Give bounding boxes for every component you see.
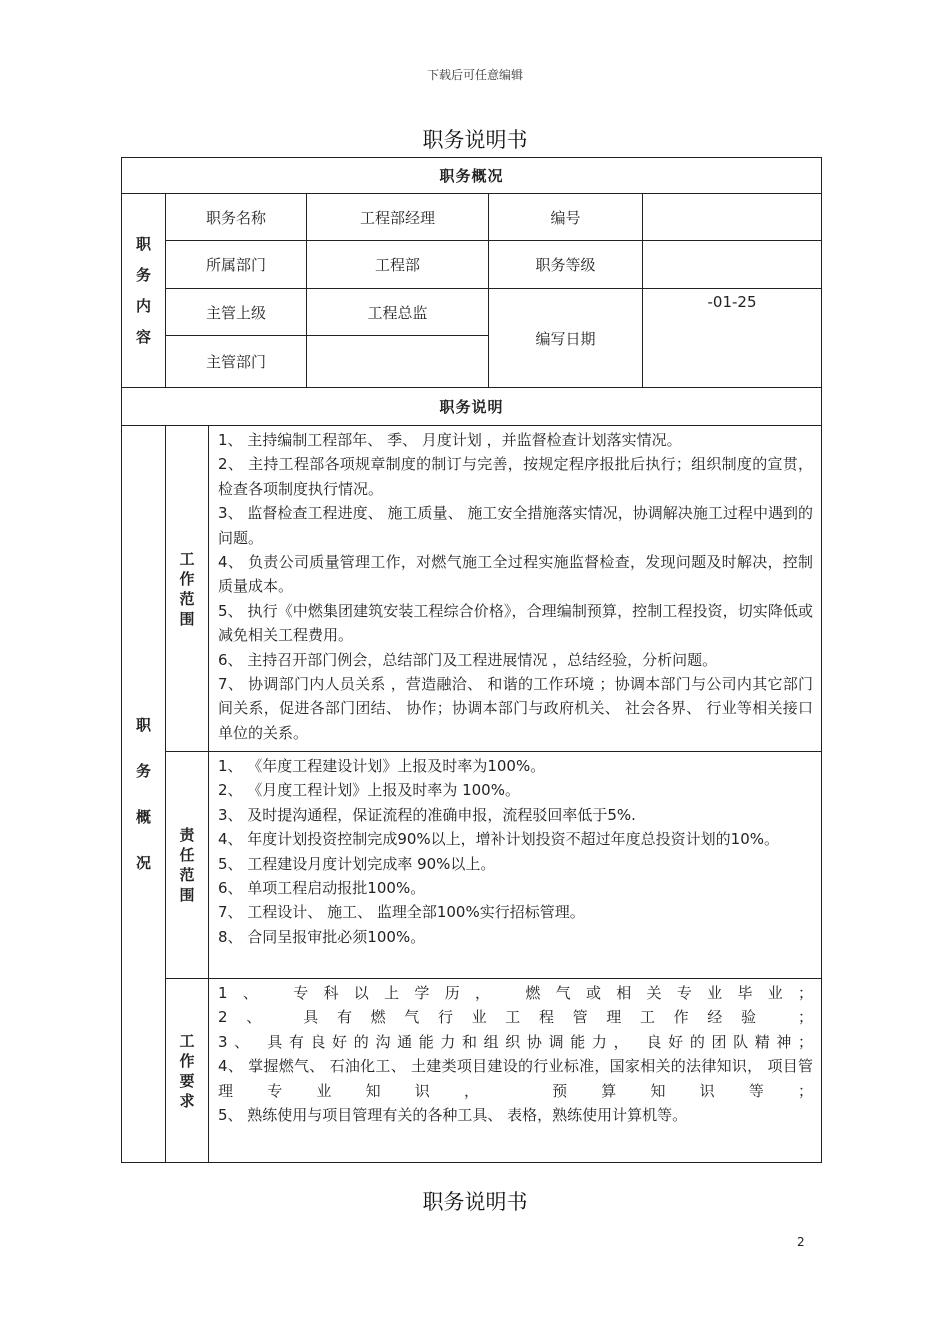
requirement-item: 2、 具有燃气行业工程管理工作经验 ； xyxy=(218,1008,814,1027)
job-code-label: 编号 xyxy=(489,194,643,241)
date-label: 编写日期 xyxy=(489,289,643,388)
department-value: 工程部 xyxy=(307,241,489,289)
requirement-item: 1、 专科以上学历， 燃气或相关专业毕业； xyxy=(218,984,814,1002)
work-scope-item: 2、 主持工程部各项规章制度的制订与完善，按规定程序报批后执行；组织制度的宣贯，检查各项制度执行情况。 xyxy=(218,455,814,498)
superior-label: 主管上级 xyxy=(166,289,307,336)
responsibility-item: 5、 工程建设月度计划完成率 90%以上。 xyxy=(218,854,496,873)
page-title: 职务说明书 xyxy=(422,128,528,152)
date-value: -01-25 xyxy=(643,289,822,388)
managing-dept-value xyxy=(307,336,489,388)
description-side-label: 职 务 概 况 xyxy=(122,426,166,1163)
next-page-title: 职务说明书 xyxy=(422,1190,528,1214)
managing-dept-label: 主管部门 xyxy=(166,336,307,388)
responsibility-item: 8、 合同呈报审批必须100%。 xyxy=(218,927,426,946)
overview-side-label: 职 务 内 容 xyxy=(122,194,166,388)
superior-value: 工程总监 xyxy=(307,289,489,336)
job-grade-value xyxy=(643,241,822,289)
work-scope-item: 6、 主持召开部门例会，总结部门及工程进展情况 ，总结经验，分析问题。 xyxy=(218,650,718,669)
responsibility-item: 7、 工程设计、 施工、 监理全部100%实行招标管理。 xyxy=(218,903,585,922)
responsibility-item: 1、 《年度工程建设计划》上报及时率为100%。 xyxy=(218,757,546,775)
work-scope-label: 工 作 范 围 xyxy=(166,426,209,752)
overview-section-title: 职务概况 xyxy=(122,158,822,194)
responsibility-item: 6、 单项工程启动报批100%。 xyxy=(218,879,426,898)
work-scope-item: 3、 监督检查工程进度、 施工质量、 施工安全措施落实情况，协调解决施工过程中遇到的问题。 xyxy=(218,504,814,547)
responsibility-item: 4、 年度计划投资控制完成90%以上，增补计划投资不超过年度总投资计划的10%。 xyxy=(218,830,779,849)
requirement-item: 3、 具有良好的沟通能力和组织协调能力， 良好的团队精神； xyxy=(218,1032,814,1051)
requirements-content xyxy=(209,979,822,1163)
responsibility-item: 3、 及时提沟通程，保证流程的准确申报，流程驳回率低于5%. xyxy=(218,805,636,824)
job-name-value: 工程部经理 xyxy=(307,194,489,241)
work-scope-item: 1、 主持编制工程部年、 季、 月度计划 ，并监督检查计划落实情况。 xyxy=(218,431,682,449)
description-section-title: 职务说明 xyxy=(122,388,822,426)
job-description-table xyxy=(121,157,822,1163)
department-label: 所属部门 xyxy=(166,241,307,289)
page-number: 2 xyxy=(797,1235,805,1249)
download-note: 下载后可任意编辑 xyxy=(426,68,523,82)
responsibility-content xyxy=(209,752,822,979)
requirement-item: 4、 掌握燃气、 石油化工、 土建类项目建设的行业标准，国家相关的法律知识， 项目管理专业知识， 预算知识等； xyxy=(218,1057,814,1100)
work-scope-item: 7、 协调部门内人员关系 ，营造融洽、 和谐的工作环境 ；协调本部门与公司内其它部门间关系，促进各部门团结、 协作；协调本部门与政府机关、 社会各界、 行业等相关接口单位的关系。 xyxy=(218,675,814,742)
work-scope-content xyxy=(209,426,822,752)
job-code-value xyxy=(643,194,822,241)
work-scope-item: 4、 负责公司质量管理工作，对燃气施工全过程实施监督检查，发现问题及时解决，控制质量成本。 xyxy=(218,553,814,596)
responsibility-label: 责 任 范 围 xyxy=(166,752,209,979)
work-scope-item: 5、 执行《中燃集团建筑安装工程综合价格》，合理编制预算，控制工程投资，切实降低或减免相关工程费用。 xyxy=(218,601,814,645)
job-name-label: 职务名称 xyxy=(166,194,307,241)
responsibility-item: 2、 《月度工程计划》上报及时率为 100%。 xyxy=(218,781,520,800)
requirement-item: 5、 熟练使用与项目管理有关的各种工具、 表格，熟练使用计算机等。 xyxy=(218,1106,688,1125)
requirements-label: 工 作 要 求 xyxy=(166,979,209,1163)
job-grade-label: 职务等级 xyxy=(489,241,643,289)
